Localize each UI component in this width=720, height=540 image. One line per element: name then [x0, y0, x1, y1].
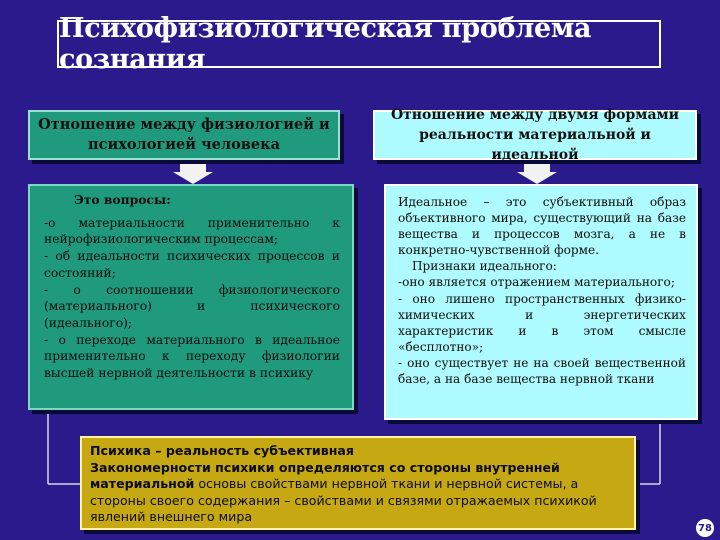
right-down-arrow — [517, 162, 557, 184]
right-item-2: - оно лишено пространственных физико-химических и энергетических характеристик и в этом смысле «бесплотно»; — [398, 291, 686, 354]
left-intro: Это вопросы: — [74, 192, 171, 207]
right-item-3: - оно существует не на своей вещественной базе, а на базе вещества нервной ткани — [398, 355, 686, 387]
left-body — [28, 184, 354, 410]
right-definition: Идеальное – это субъективный образ объективного мира, существующий на базе вещества и процессов мозга, а не в конкретно-чувственной форме. — [398, 195, 686, 258]
left-header-text: Отношение между физиологией и психологией человека — [38, 116, 330, 153]
left-down-arrow — [173, 162, 213, 184]
left-header — [28, 110, 340, 160]
bottom-line-1: Психика – реальность субъективная — [90, 443, 354, 458]
right-body — [384, 184, 698, 420]
slide-title: Психофизиологическая проблема сознания — [57, 20, 661, 68]
bottom-line-2-rest: основы свойствами нервной ткани и нервной системы, а стороны своего содержания – свойствами и связями отражаемых психикой явлений внешнего мира — [90, 476, 597, 525]
page-number-badge: 78 — [696, 519, 714, 537]
right-signs-title: Признаки идеального: — [412, 259, 557, 274]
bottom-line-2-bold: Закономерности психики определяются со стороны внутренней материальной — [90, 459, 560, 492]
left-item-3: - о соотношении физиологического (материального) и психического (идеального); — [44, 282, 340, 330]
right-header-text: Отношение между двумя формами реальности материальной и идеальной — [390, 107, 680, 163]
right-header — [373, 107, 697, 163]
bottom-summary — [80, 436, 636, 530]
right-item-1: -оно является отражением материального; — [398, 275, 675, 290]
left-item-4: - о переходе материального в идеальное применительно к переходу физиологии высшей нервной деятельности в психику — [44, 332, 340, 381]
left-item-1: -о материальности применительно к нейрофизиологическим процессам; — [44, 215, 340, 247]
left-item-2: - об идеальности психических процессов и состояний; — [44, 249, 340, 280]
